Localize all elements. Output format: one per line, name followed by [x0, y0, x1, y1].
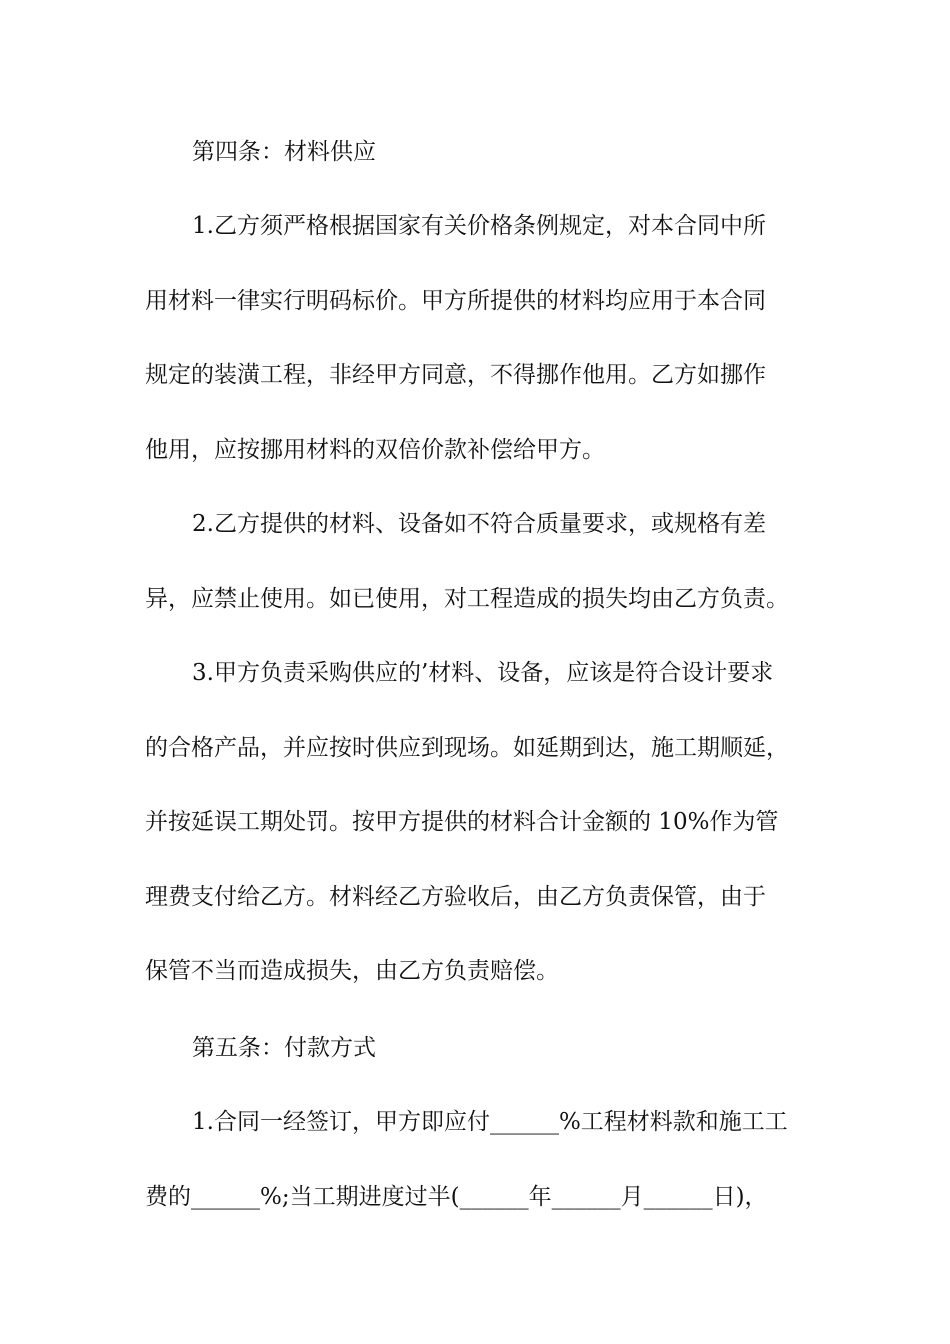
- text-line: 的合格产品，并应按时供应到现场。如延期到达，施工期顺延，: [145, 735, 789, 761]
- text-line: 2.乙方提供的材料、设备如不符合质量要求，或规格有差: [192, 511, 766, 537]
- section-heading-4: 第四条：材料供应: [192, 139, 376, 165]
- section-heading-5: 第五条：付款方式: [192, 1035, 376, 1061]
- text-line: 用材料一律实行明码标价。甲方所提供的材料均应用于本合同: [145, 288, 766, 314]
- text-line: 异，应禁止使用。如已使用，对工程造成的损失均由乙方负责。: [145, 586, 789, 612]
- text-line: 并按延误工期处罚。按甲方提供的材料合计金额的 10%作为管: [145, 809, 779, 835]
- text-line: 理费支付给乙方。材料经乙方验收后，由乙方负责保管，由于: [145, 884, 766, 910]
- text-line: 他用，应按挪用材料的双倍价款补偿给甲方。: [145, 437, 605, 463]
- text-line: 规定的装潢工程，非经甲方同意，不得挪作他用。乙方如挪作: [145, 362, 766, 388]
- text-line: 3.甲方负责采购供应的’材料、设备，应该是符合设计要求: [192, 660, 774, 686]
- text-line: 保管不当而造成损失，由乙方负责赔偿。: [145, 958, 559, 984]
- text-line: 费的______%;当工期进度过半(______年______月______日)，: [145, 1184, 768, 1210]
- text-line: 1.合同一经签订，甲方即应付______%工程材料款和施工工: [192, 1109, 788, 1135]
- text-line: 1.乙方须严格根据国家有关价格条例规定，对本合同中所: [192, 213, 766, 239]
